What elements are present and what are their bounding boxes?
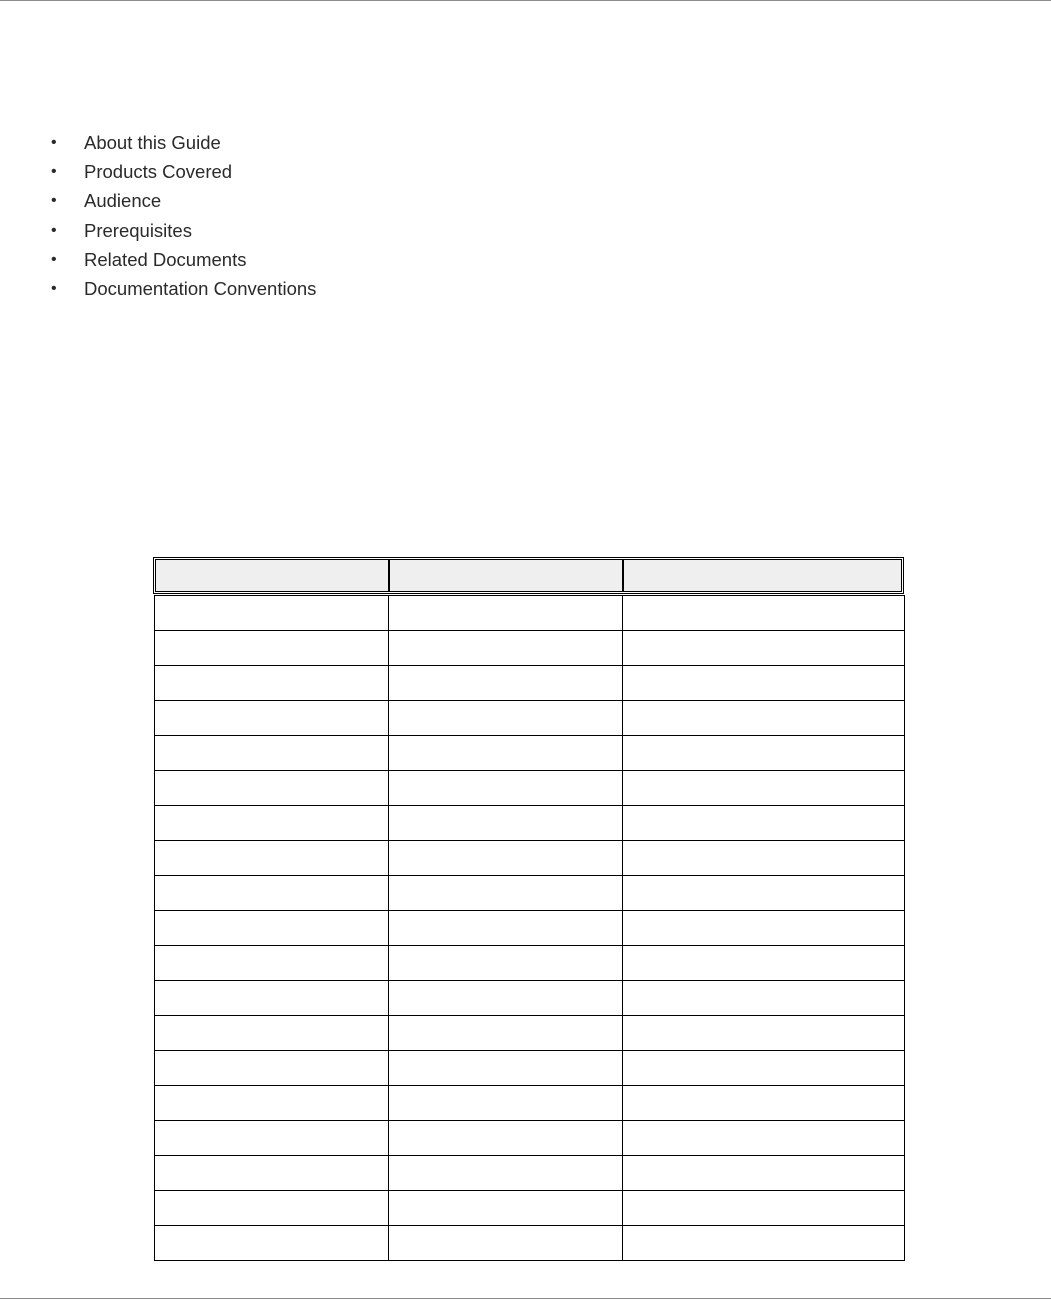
- table-header-row: [155, 559, 902, 592]
- table-cell: [623, 1226, 905, 1261]
- table-cell: [155, 876, 389, 911]
- table-body: [155, 596, 905, 1261]
- table-cell: [155, 1191, 389, 1226]
- table-cell: [389, 1086, 623, 1121]
- table-cell: [623, 981, 905, 1016]
- table-cell: [155, 1226, 389, 1261]
- bullet-marker: •: [51, 192, 57, 210]
- table-cell: [155, 666, 389, 701]
- table-cell: [623, 666, 905, 701]
- table-row: [155, 1191, 905, 1226]
- data-table: [154, 595, 905, 1261]
- table-cell: [623, 946, 905, 981]
- table-cell: [623, 806, 905, 841]
- table-row: [155, 1226, 905, 1261]
- topic-label: Audience: [84, 190, 162, 212]
- table-cell: [623, 876, 905, 911]
- table-cell: [623, 1086, 905, 1121]
- table-row: [155, 946, 905, 981]
- table-row: [155, 911, 905, 946]
- table-cell: [155, 981, 389, 1016]
- table-cell: [389, 1051, 623, 1086]
- topic-label: About this Guide: [84, 132, 221, 153]
- table-row: [155, 596, 905, 631]
- table-cell: [623, 841, 905, 876]
- table-cell: [389, 841, 623, 876]
- table-cell: [389, 666, 623, 701]
- table-cell: [155, 946, 389, 981]
- table-header-cell: [155, 559, 389, 592]
- table-row: [155, 1121, 905, 1156]
- table-cell: [155, 1016, 389, 1051]
- table-row: [155, 736, 905, 771]
- table-cell: [155, 1156, 389, 1191]
- table-cell: [155, 1086, 389, 1121]
- table-cell: [389, 596, 623, 631]
- table-cell: [623, 1156, 905, 1191]
- table-cell: [389, 1191, 623, 1226]
- table-cell: [389, 981, 623, 1016]
- table-cell: [623, 1051, 905, 1086]
- table-row: [155, 806, 905, 841]
- table-row: [155, 981, 905, 1016]
- topic-label: Documentation Conventions: [84, 277, 317, 299]
- table-cell: [623, 631, 905, 666]
- table-cell: [623, 701, 905, 736]
- table-cell: [389, 1121, 623, 1156]
- table-row: [155, 876, 905, 911]
- table-cell: [389, 911, 623, 946]
- table-cell: [623, 911, 905, 946]
- bullet-marker: •: [51, 134, 57, 151]
- table-cell: [389, 771, 623, 806]
- table-cell: [389, 876, 623, 911]
- bullet-marker: •: [51, 221, 57, 239]
- topic-label: Related Documents: [84, 248, 247, 270]
- table-row: [155, 771, 905, 806]
- topic-label: Prerequisites: [84, 219, 192, 241]
- table-cell: [389, 1156, 623, 1191]
- table-cell: [155, 911, 389, 946]
- table-cell: [155, 1121, 389, 1156]
- table-header-frame: [153, 557, 904, 594]
- table-row: [155, 1156, 905, 1191]
- table-cell: [623, 771, 905, 806]
- table-cell: [155, 631, 389, 666]
- table-row: [155, 1051, 905, 1086]
- table-cell: [155, 841, 389, 876]
- table-cell: [389, 1016, 623, 1051]
- table-cell: [155, 806, 389, 841]
- table-cell: [155, 736, 389, 771]
- table-cell: [623, 736, 905, 771]
- table-cell: [389, 806, 623, 841]
- table-cell: [155, 701, 389, 736]
- table-row: [155, 1086, 905, 1121]
- table-cell: [623, 1121, 905, 1156]
- table-row: [155, 1016, 905, 1051]
- table-cell: [389, 631, 623, 666]
- table-cell: [389, 946, 623, 981]
- table-cell: [623, 1191, 905, 1226]
- table-cell: [389, 1226, 623, 1261]
- bullet-marker: •: [51, 163, 57, 181]
- table-header-cell: [389, 559, 623, 592]
- table-cell: [389, 701, 623, 736]
- bullet-marker: •: [51, 250, 57, 268]
- bullet-marker: •: [51, 279, 57, 297]
- table-row: [155, 666, 905, 701]
- table-cell: [155, 771, 389, 806]
- bottom-page-rule: [0, 1298, 1051, 1299]
- table-cell: [155, 1051, 389, 1086]
- table-header: [153, 557, 904, 594]
- table-row: [155, 841, 905, 876]
- table-cell: [155, 596, 389, 631]
- table-cell: [623, 596, 905, 631]
- table-header-cell: [623, 559, 902, 592]
- table-cell: [623, 1016, 905, 1051]
- topic-label: Products Covered: [84, 161, 233, 183]
- table-row: [155, 701, 905, 736]
- table-cell: [389, 736, 623, 771]
- table-row: [155, 631, 905, 666]
- top-page-rule: [0, 0, 1051, 1]
